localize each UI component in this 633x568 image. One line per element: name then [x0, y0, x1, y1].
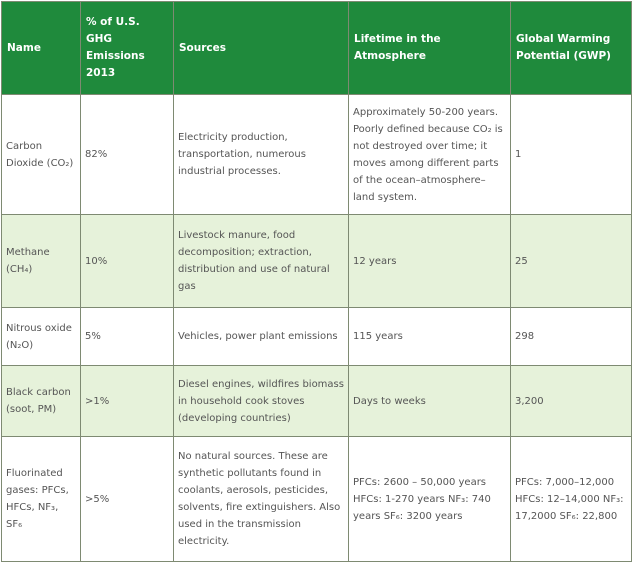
cell-sources: Diesel engines, wildfires biomass in household cook stoves (developing countries) — [174, 366, 349, 437]
table-row — [2, 95, 632, 215]
cell-lifetime: PFCs: 2600 – 50,000 years HFCs: 1-270 years NF₃: 740 years SF₆: 3200 years — [349, 437, 511, 562]
header-gwp: Global Warming Potential (GWP) — [511, 2, 632, 95]
cell-gwp: 3,200 — [511, 366, 632, 437]
table-row — [2, 366, 632, 437]
cell-name: Black carbon (soot, PM) — [2, 366, 81, 437]
cell-name: Nitrous oxide (N₂O) — [2, 308, 81, 366]
cell-gwp: 1 — [511, 95, 632, 215]
cell-sources: Electricity production, transportation, numerous industrial processes. — [174, 95, 349, 215]
cell-sources: Livestock manure, food decomposition; extraction, distribution and use of natural gas — [174, 215, 349, 308]
cell-name: Methane (CH₄) — [2, 215, 81, 308]
header-sources: Sources — [174, 2, 349, 95]
header-lifetime: Lifetime in the Atmosphere — [349, 2, 511, 95]
cell-name: Fluorinated gases: PFCs, HFCs, NF₃, SF₆ — [2, 437, 81, 562]
cell-pct: 10% — [81, 215, 174, 308]
cell-sources: Vehicles, power plant emissions — [174, 308, 349, 366]
cell-lifetime: 115 years — [349, 308, 511, 366]
cell-pct: 82% — [81, 95, 174, 215]
cell-gwp: 298 — [511, 308, 632, 366]
header-name: Name — [2, 2, 81, 95]
table-row — [2, 215, 632, 308]
header-pct: % of U.S. GHG Emissions 2013 — [81, 2, 174, 95]
cell-gwp: 25 — [511, 215, 632, 308]
cell-sources: No natural sources. These are synthetic pollutants found in coolants, aerosols, pesticides, solvents, fire extinguishers. Also used in the transmission electricity. — [174, 437, 349, 562]
cell-lifetime: Days to weeks — [349, 366, 511, 437]
cell-name: Carbon Dioxide (CO₂) — [2, 95, 81, 215]
cell-pct: 5% — [81, 308, 174, 366]
cell-pct: >5% — [81, 437, 174, 562]
cell-lifetime: 12 years — [349, 215, 511, 308]
ghg-table — [1, 1, 632, 562]
cell-gwp: PFCs: 7,000–12,000 HFCs: 12–14,000 NF₃: 17,2000 SF₆: 22,800 — [511, 437, 632, 562]
cell-lifetime: Approximately 50-200 years. Poorly defined because CO₂ is not destroyed over time; it moves among different parts of the ocean–atmosphere–land system. — [349, 95, 511, 215]
cell-pct: >1% — [81, 366, 174, 437]
header-row — [2, 2, 632, 95]
table-row — [2, 308, 632, 366]
table-row — [2, 437, 632, 562]
